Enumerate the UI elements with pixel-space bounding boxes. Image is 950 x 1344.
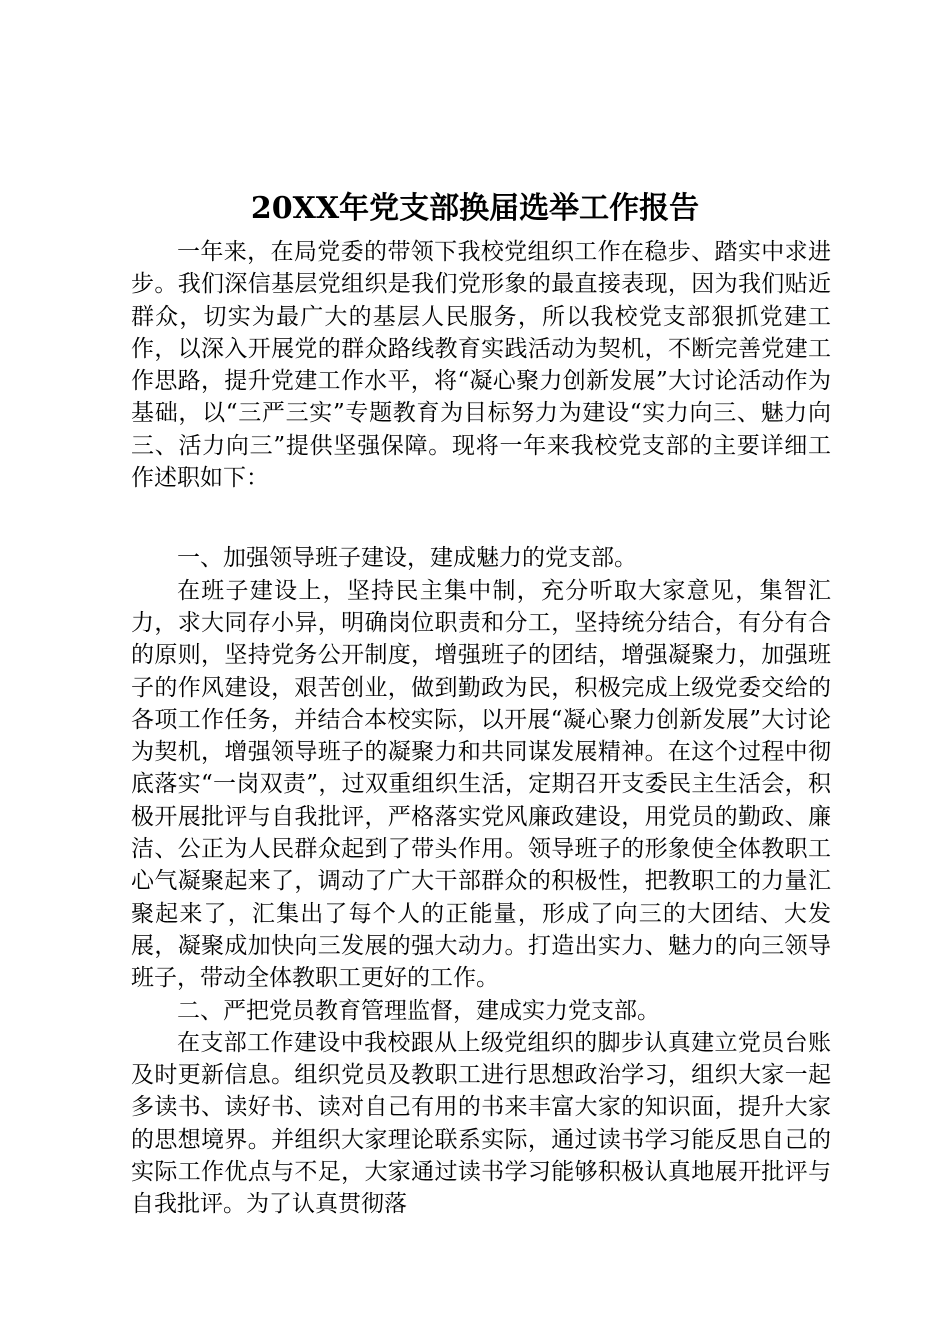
section-heading-2: 二、严把党员教育管理监督，建成实力党支部。 xyxy=(177,997,660,1024)
intro-paragraph: 一年来，在局党委的带领下我校党组织工作在稳步、踏实中求进步。我们深信基层党组织是我们党形象的最直接表现，因为我们贴近群众，切实为最广大的基层人民服务，所以我校党支部狠抓党建工作，以深入开展党的群众路线教育实践活动为契机，不断完善党建工作思路，提升党建工作水平，将“凝心聚力创新发展”大讨论活动作为基础，以“三严三实”专题教育为目标努力为建设“实力向三、魅力向三、活力向三”提供坚强保障。现将一年来我校党支部的主要详细工作述职如下： xyxy=(131,239,831,492)
section-1-paragraph: 在班子建设上，坚持民主集中制，充分听取大家意见，集智汇力，求大同存小异，明确岗位职责和分工，坚持统分结合，有分有合的原则，坚持党务公开制度，增强班子的团结，增强凝聚力，加强班子的作风建设，艰苦创业，做到勤政为民，积极完成上级党委交给的各项工作任务，并结合本校实际，以开展“凝心聚力创新发展”大讨论为契机，增强领导班子的凝聚力和共同谋发展精神。在这个过程中彻底落实“一岗双责”，过双重组织生活，定期召开支委民主生活会，积极开展批评与自我批评，严格落实党风廉政建设，用党员的勤政、廉洁、公正为人民群众起到了带头作用。领导班子的形象使全体教职工心气凝聚起来了，调动了广大干部群众的积极性，把教职工的力量汇聚起来了，汇集出了每个人的正能量，形成了向三的大团结、大发展，凝聚成加快向三发展的强大动力。打造出实力、魅力的向三领导班子，带动全体教职工更好的工作。 xyxy=(131,577,831,992)
section-heading-1: 一、加强领导班子建设，建成魅力的党支部。 xyxy=(177,545,637,572)
document-body xyxy=(131,236,831,1221)
section-2-paragraph: 在支部工作建设中我校跟从上级党组织的脚步认真建立党员台账及时更新信息。组织党员及教职工进行思想政治学习，组织大家一起多读书、读好书、读对自己有用的书来丰富大家的知识面，提升大家的思想境界。并组织大家理论联系实际，通过读书学习能反思自己的实际工作优点与不足，大家通过读书学习能够积极认真地展开批评与自我批评。为了认真贯彻落 xyxy=(131,1029,831,1218)
paragraph-spacer xyxy=(131,494,831,542)
document-title: 20XX年党支部换届选举工作报告 xyxy=(250,191,700,226)
